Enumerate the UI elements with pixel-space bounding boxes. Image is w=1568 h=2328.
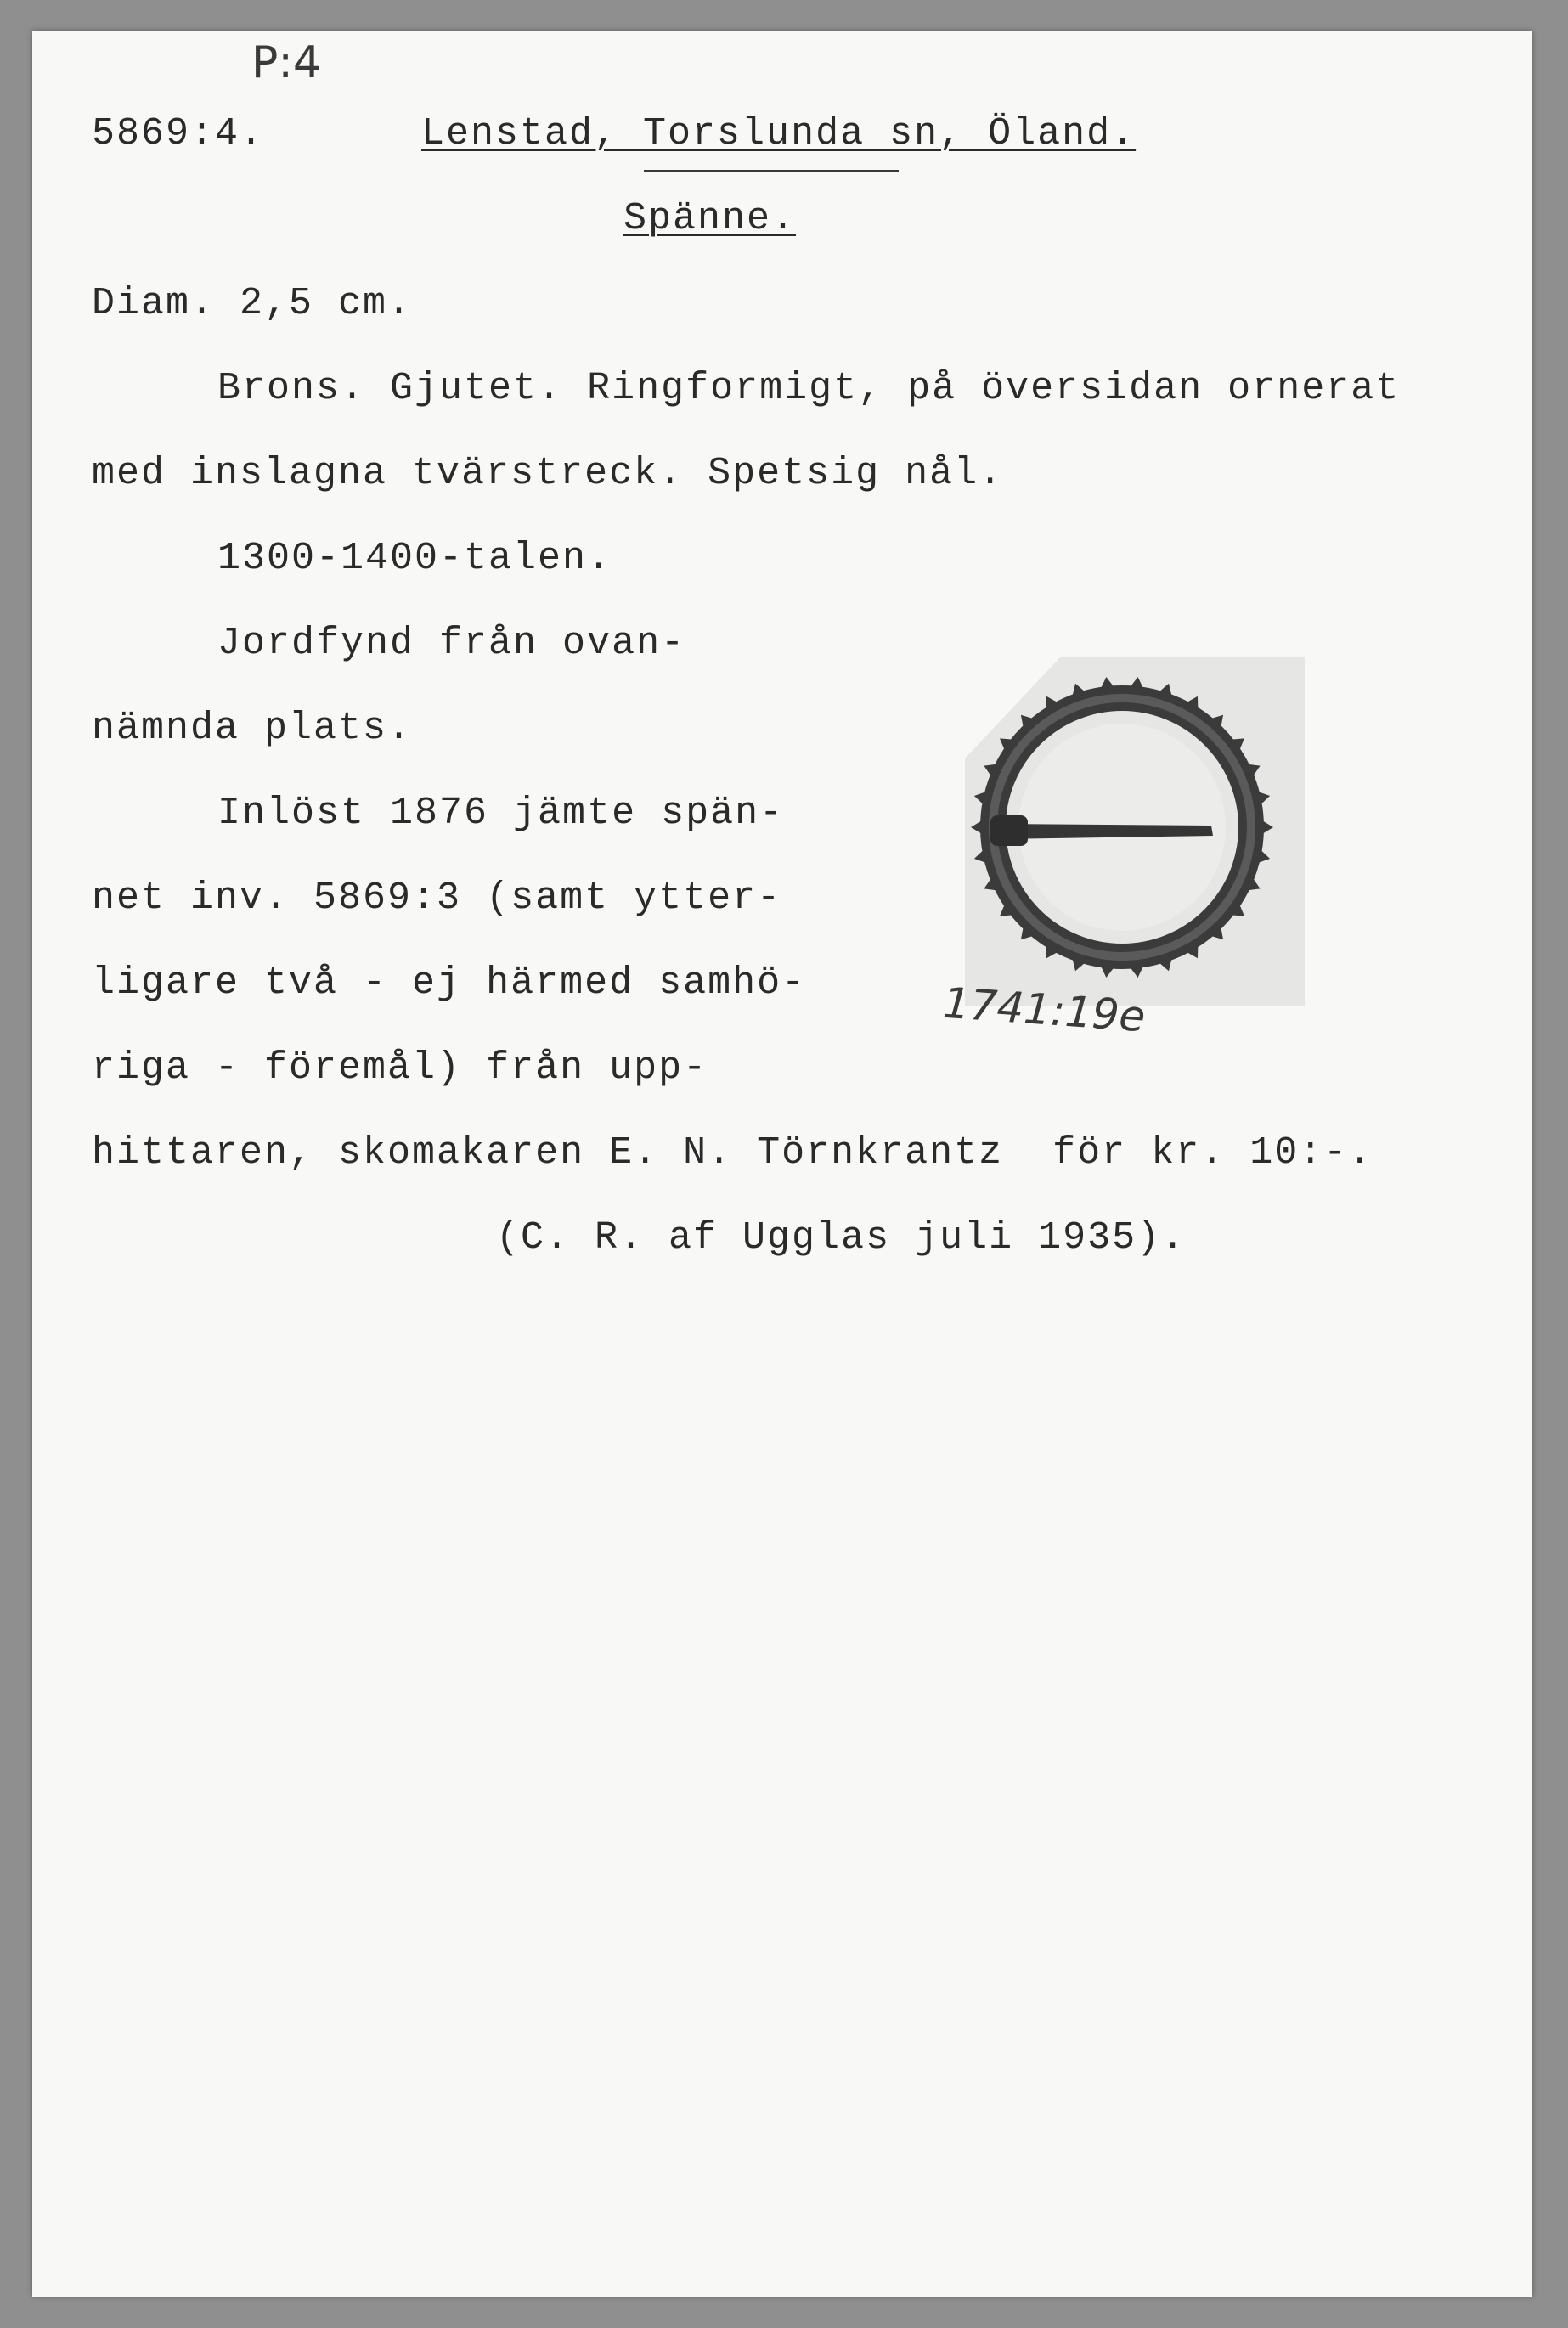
acquisition-line-3: ligare två - ej härmed samhö- — [92, 961, 807, 1005]
acquisition-line-4: riga - föremål) från upp- — [92, 1046, 708, 1090]
brooch-illustration — [965, 657, 1305, 1006]
catalog-card — [32, 31, 1532, 2297]
dating: 1300-1400-talen. — [217, 537, 612, 580]
inventory-number: 5869:4. — [92, 112, 265, 155]
pencil-mark: P:4 — [251, 37, 321, 88]
find-location: Lenstad, Torslunda sn, Öland. — [421, 112, 1137, 155]
signature: (C. R. af Ugglas juli 1935). — [496, 1216, 1187, 1260]
photo-number: 1741:19e — [941, 978, 1148, 1042]
find-line-1: Jordfynd från ovan- — [217, 622, 686, 665]
acquisition-line-5: hittaren, skomakaren E. N. Törnkrantz för kr. 10:-. — [92, 1131, 1373, 1175]
brooch-pin-loop — [990, 815, 1028, 846]
acquisition-line-1: Inlöst 1876 jämte spän- — [217, 792, 785, 835]
find-line-2: nämnda plats. — [92, 707, 413, 750]
location-rule — [644, 170, 899, 172]
diameter: Diam. 2,5 cm. — [92, 282, 413, 325]
object-title: Spänne. — [623, 197, 797, 240]
description-line-1: Brons. Gjutet. Ringformigt, på översidan ornerat — [217, 367, 1401, 410]
brooch-photo — [965, 657, 1305, 1006]
description-line-2: med inslagna tvärstreck. Spetsig nål. — [92, 452, 1004, 495]
acquisition-line-2: net inv. 5869:3 (samt ytter- — [92, 877, 782, 920]
